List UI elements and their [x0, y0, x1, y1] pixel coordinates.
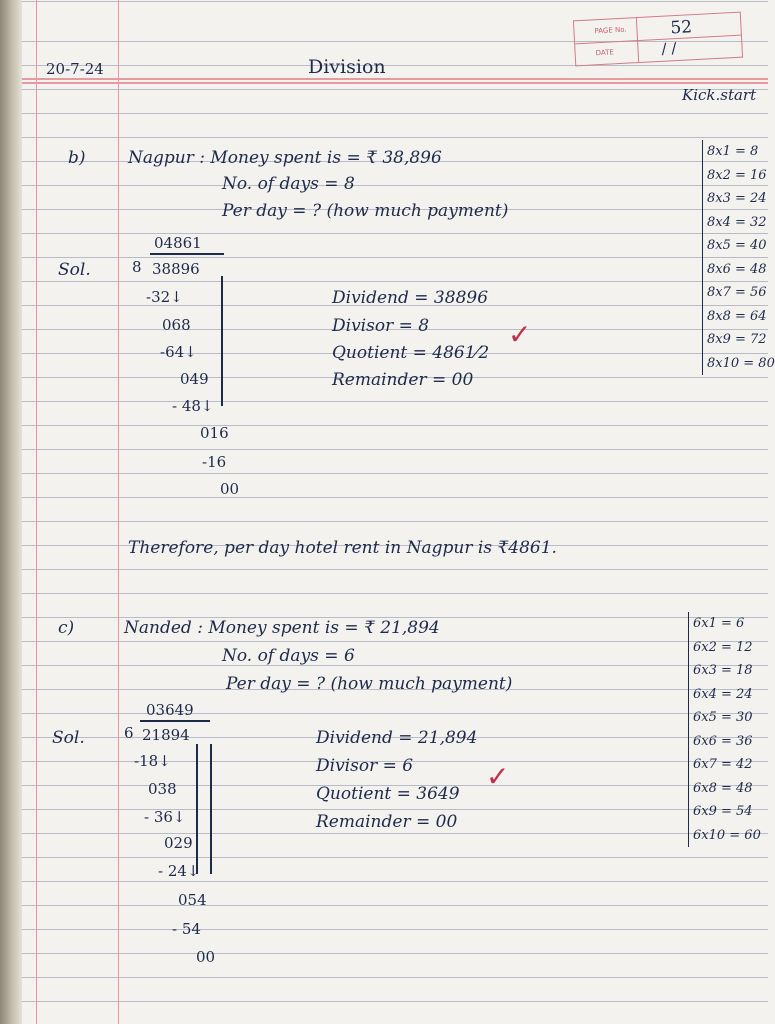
page-title: Division	[308, 56, 386, 78]
section-b-step-5: - 48↓	[172, 397, 214, 415]
section-b-step-1: -32↓	[146, 288, 183, 306]
margin-line-right	[118, 0, 119, 1024]
section-b-conclusion: Therefore, per day hotel rent in Nagpur is ₹4861.	[128, 538, 557, 558]
table-row: 6x4 = 24	[693, 686, 753, 702]
section-c-divisor: Divisor = 6	[316, 756, 414, 776]
table-row: 6x8 = 48	[693, 780, 753, 796]
table-row: 8x4 = 32	[707, 214, 767, 230]
table-row: 8x7 = 56	[707, 285, 767, 300]
section-c-step-4: 029	[164, 834, 193, 852]
section-c-line3: Per day = ? (how much payment)	[226, 674, 513, 694]
section-b-step-4: 049	[180, 370, 209, 388]
section-b-arrow-line	[221, 276, 223, 406]
section-c-step-3: - 36↓	[144, 808, 186, 826]
section-b-step-2: 068	[162, 316, 191, 334]
table-row: 6x10 = 60	[693, 827, 761, 843]
section-b-quotient: Quotient = 4861⁄2	[332, 343, 490, 363]
section-b-multiplication-table	[702, 140, 775, 375]
section-b-division-bar	[150, 253, 224, 255]
check-mark-icon: ✓	[486, 760, 510, 793]
section-c-divisor-bracket: 6	[124, 724, 134, 742]
table-row: 6x6 = 36	[693, 733, 753, 749]
page-no: 52	[669, 17, 693, 39]
table-row: 6x2 = 12	[693, 639, 753, 655]
table-row: 8x5 = 40	[707, 238, 767, 253]
table-row: 6x9 = 54	[693, 804, 753, 819]
section-c-label: c)	[58, 618, 75, 638]
section-c-step-5: - 24↓	[158, 862, 200, 880]
section-b-step-8: 00	[220, 480, 240, 498]
table-row: 6x1 = 6	[693, 616, 745, 631]
header-rule-2	[22, 82, 768, 84]
section-b-step-7: -16	[202, 453, 227, 471]
section-c-line1: Nanded : Money spent is = ₹ 21,894	[124, 618, 440, 638]
table-row: 6x3 = 18	[693, 663, 753, 678]
section-c-step-6: 054	[178, 891, 207, 909]
table-row: 8x10 = 80	[707, 355, 775, 371]
header-rule-1	[22, 78, 768, 80]
section-c-remainder: Remainder = 00	[316, 812, 458, 832]
table-row: 6x5 = 30	[693, 710, 753, 725]
page-number-box	[573, 12, 743, 67]
section-c-step-1: -18↓	[134, 752, 171, 770]
brand-label: Kick.start	[682, 86, 757, 104]
table-row: 8x9 = 72	[707, 332, 767, 347]
table-row: 8x1 = 8	[707, 144, 759, 159]
section-c-step-7: - 54	[172, 920, 201, 938]
section-b-label: b)	[68, 148, 86, 168]
section-c-quotient: Quotient = 3649	[316, 784, 460, 804]
section-b-step-6: 016	[200, 424, 229, 442]
section-b-line2: No. of days = 8	[222, 174, 355, 194]
section-b-divisor-bracket: 8	[132, 258, 142, 276]
date-label: DATE	[595, 48, 615, 58]
date-value: / /	[661, 39, 677, 58]
section-c-sol: Sol.	[52, 728, 85, 748]
section-b-line3: Per day = ? (how much payment)	[222, 201, 509, 221]
section-c-line2: No. of days = 6	[222, 646, 355, 666]
section-b-dividend-long: 38896	[152, 260, 200, 278]
page-date: 20-7-24	[46, 60, 104, 78]
section-b-step-3: -64↓	[160, 343, 197, 361]
section-b-remainder: Remainder = 00	[332, 370, 474, 390]
notebook-spine	[0, 0, 22, 1024]
section-c-dividend-long: 21894	[142, 726, 190, 744]
section-c-dividend: Dividend = 21,894	[316, 728, 478, 748]
section-c-arrow-line	[196, 744, 198, 874]
check-mark-icon: ✓	[508, 318, 532, 351]
section-b-sol: Sol.	[58, 260, 91, 280]
section-b-line1: Nagpur : Money spent is = ₹ 38,896	[128, 148, 442, 168]
table-row: 8x6 = 48	[707, 261, 767, 277]
section-b-divisor: Divisor = 8	[332, 316, 430, 336]
table-row: 8x3 = 24	[707, 191, 767, 206]
table-row: 8x2 = 16	[707, 167, 767, 183]
table-row: 6x7 = 42	[693, 757, 753, 772]
section-c-arrow-line-2	[210, 744, 212, 874]
margin-line-left	[36, 0, 37, 1024]
section-b-dividend: Dividend = 38896	[332, 288, 489, 308]
section-c-step-2: 038	[148, 780, 177, 798]
section-c-step-8: 00	[196, 948, 216, 966]
section-c-division-bar	[140, 720, 210, 722]
page-no-label: PAGE No.	[594, 25, 627, 36]
table-row: 8x8 = 64	[707, 308, 767, 324]
section-b-quotient-top: 04861	[154, 234, 202, 252]
section-c-multiplication-table	[688, 612, 769, 847]
section-c-quotient-top: 03649	[146, 701, 194, 719]
